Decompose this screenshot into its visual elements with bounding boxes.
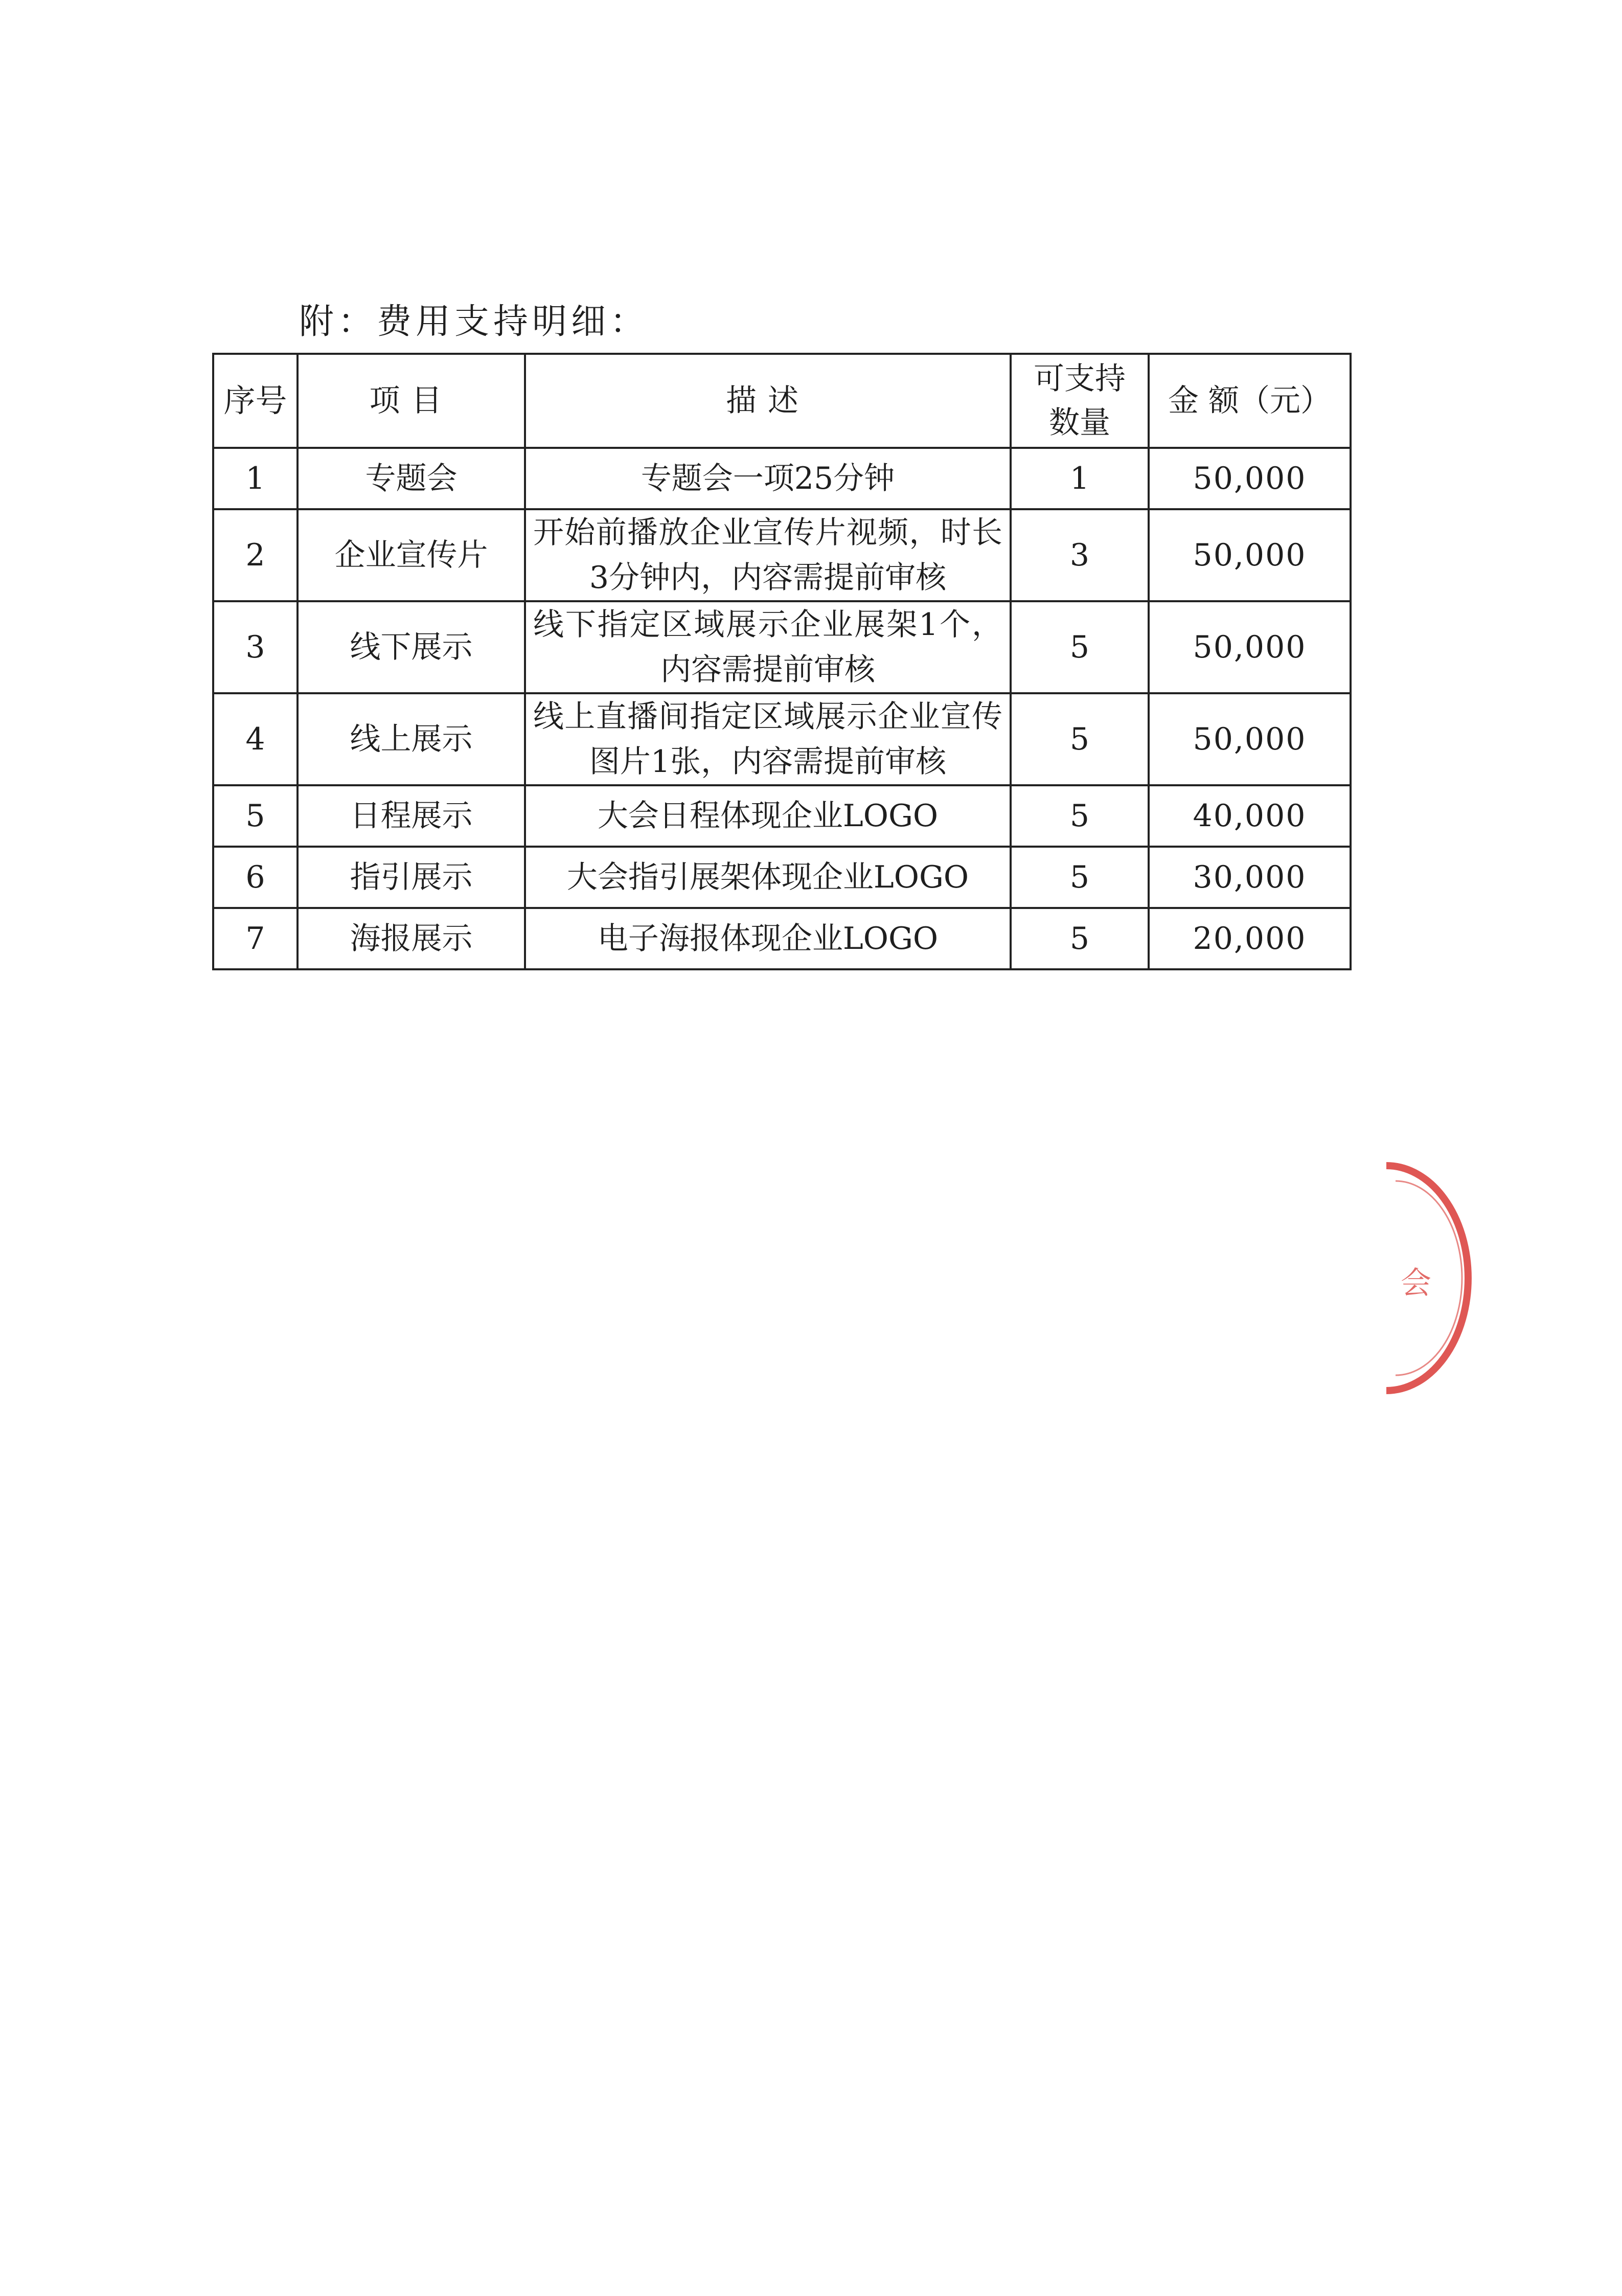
cell-quantity: 5 bbox=[1011, 693, 1149, 785]
cell-item: 线上展示 bbox=[298, 693, 525, 785]
cell-seq: 5 bbox=[213, 785, 298, 847]
cell-quantity: 5 bbox=[1011, 785, 1149, 847]
table-row bbox=[213, 509, 1351, 601]
header-amount: 金 额（元） bbox=[1149, 354, 1351, 448]
cell-amount: 20,000 bbox=[1149, 908, 1351, 969]
cell-item: 专题会 bbox=[298, 448, 525, 509]
cell-quantity: 5 bbox=[1011, 908, 1149, 969]
cell-description: 大会指引展架体现企业LOGO bbox=[525, 847, 1011, 908]
table-row bbox=[213, 448, 1351, 509]
page-heading: 附：费用支持明细： bbox=[299, 302, 649, 342]
cell-quantity: 3 bbox=[1011, 509, 1149, 601]
table-row bbox=[213, 847, 1351, 908]
cell-amount: 30,000 bbox=[1149, 847, 1351, 908]
cell-description: 线下指定区域展示企业展架1个，内容需提前审核 bbox=[525, 601, 1011, 693]
cell-description: 大会日程体现企业LOGO bbox=[525, 785, 1011, 847]
cell-seq: 6 bbox=[213, 847, 298, 908]
table-row bbox=[213, 785, 1351, 847]
cell-amount: 50,000 bbox=[1149, 693, 1351, 785]
table-header-row bbox=[213, 354, 1351, 448]
cell-quantity: 1 bbox=[1011, 448, 1149, 509]
header-description: 描述 bbox=[525, 354, 1011, 448]
table-row bbox=[213, 908, 1351, 969]
header-item: 项目 bbox=[298, 354, 525, 448]
seal-glyph: 会 bbox=[1401, 1265, 1431, 1301]
cell-amount: 50,000 bbox=[1149, 509, 1351, 601]
cell-amount: 40,000 bbox=[1149, 785, 1351, 847]
cell-seq: 1 bbox=[213, 448, 298, 509]
cell-seq: 3 bbox=[213, 601, 298, 693]
cell-amount: 50,000 bbox=[1149, 448, 1351, 509]
cell-item: 企业宣传片 bbox=[298, 509, 525, 601]
cell-quantity: 5 bbox=[1011, 847, 1149, 908]
cell-seq: 2 bbox=[213, 509, 298, 601]
cell-amount: 50,000 bbox=[1149, 601, 1351, 693]
cell-item: 指引展示 bbox=[298, 847, 525, 908]
header-seq: 序号 bbox=[213, 354, 298, 448]
cell-item: 线下展示 bbox=[298, 601, 525, 693]
table-row bbox=[213, 601, 1351, 693]
header-quantity: 可支持数量 bbox=[1011, 354, 1149, 448]
cell-item: 海报展示 bbox=[298, 908, 525, 969]
cell-seq: 7 bbox=[213, 908, 298, 969]
official-seal bbox=[1380, 1150, 1472, 1406]
cell-description: 专题会一项25分钟 bbox=[525, 448, 1011, 509]
cell-quantity: 5 bbox=[1011, 601, 1149, 693]
cell-seq: 4 bbox=[213, 693, 298, 785]
table-row bbox=[213, 693, 1351, 785]
cell-description: 开始前播放企业宣传片视频，时长3分钟内，内容需提前审核 bbox=[525, 509, 1011, 601]
cell-item: 日程展示 bbox=[298, 785, 525, 847]
cell-description: 电子海报体现企业LOGO bbox=[525, 908, 1011, 969]
cost-support-table bbox=[212, 353, 1352, 970]
cell-description: 线上直播间指定区域展示企业宣传图片1张，内容需提前审核 bbox=[525, 693, 1011, 785]
